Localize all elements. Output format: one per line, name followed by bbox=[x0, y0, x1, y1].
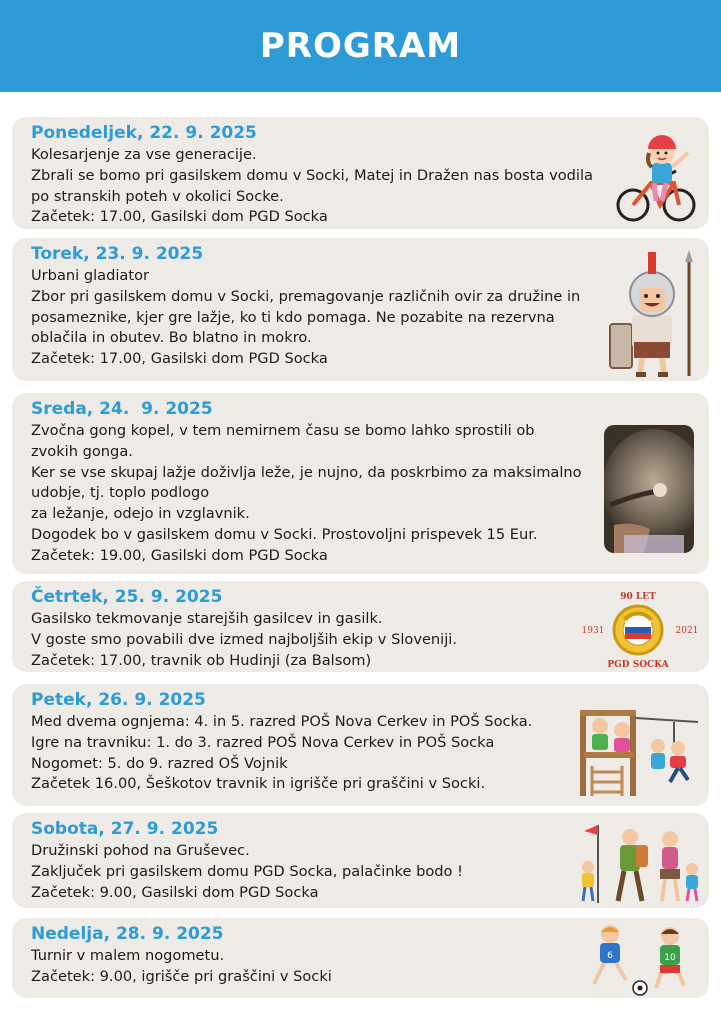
gong-photo bbox=[604, 425, 694, 553]
day-line: Začetek: 17.00, travnik ob Hudinji (za Balsom) bbox=[31, 651, 372, 669]
day-line: Zbrali se bomo pri gasilskem domu v Socki, Matej in Dražen nas bosta vodila bbox=[31, 166, 593, 184]
day-line: Ker se vse skupaj lažje doživlja leže, je nujno, da poskrbimo za maksimalno bbox=[31, 463, 582, 481]
day-line: Med dvema ognjema: 4. in 5. razred POŠ Nova Cerkev in POŠ Socka. bbox=[31, 713, 533, 730]
day-line: Družinski pohod na Gruševec. bbox=[31, 842, 250, 859]
kids-soccer-icon bbox=[578, 922, 698, 996]
day-description bbox=[31, 841, 631, 903]
day-line: Začetek: 9.00, igrišče pri graščini v Socki bbox=[31, 967, 332, 985]
logo-bottom-text: PGD SOCKA bbox=[607, 660, 669, 669]
playground-kids-icon bbox=[574, 706, 700, 798]
day-card-saturday bbox=[12, 813, 709, 908]
day-title: Petek, 26. 9. 2025 bbox=[31, 690, 206, 710]
pgd-socka-logo bbox=[578, 585, 702, 669]
day-card-friday bbox=[12, 684, 709, 806]
day-line: Zbor pri gasilskem domu v Socki, premagovanje različnih ovir za družine in bbox=[31, 287, 581, 305]
family-hiking-icon bbox=[572, 819, 702, 905]
day-line: zvokih gonga. bbox=[31, 442, 133, 460]
day-line: Začetek: 17.00, Gasilski dom PGD Socka bbox=[31, 350, 328, 368]
day-line: Kolesarjenje za vse generacije. bbox=[31, 146, 257, 163]
day-line: V goste smo povabili dve izmed najboljših ekip v Sloveniji. bbox=[31, 630, 457, 648]
header-banner bbox=[0, 0, 721, 92]
day-line: po stranskih poteh v okolici Socke. bbox=[31, 187, 284, 205]
day-description bbox=[31, 421, 631, 567]
day-line: posameznike, kjer gre lažje, ko ti kdo pomaga. Ne pozabite na rezervna bbox=[31, 308, 555, 326]
day-title: Ponedeljek, 22. 9. 2025 bbox=[31, 123, 257, 143]
page-title: PROGRAM bbox=[259, 26, 462, 66]
day-title: Torek, 23. 9. 2025 bbox=[31, 244, 204, 264]
day-card-monday bbox=[12, 117, 709, 229]
day-card-tuesday bbox=[12, 238, 709, 381]
day-line: udobje, tj. toplo podlogo bbox=[31, 484, 210, 502]
day-line: Začetek: 9.00, Gasilski dom PGD Socka bbox=[31, 883, 319, 901]
day-description bbox=[31, 712, 631, 795]
day-line: Gasilsko tekmovanje starejših gasilcev in gasilk. bbox=[31, 610, 383, 627]
child-on-bicycle-icon bbox=[616, 123, 698, 223]
day-line: Začetek 16.00, Šeškotov travnik in igrišče pri graščini v Socki. bbox=[31, 775, 486, 793]
svg-text:10: 10 bbox=[664, 953, 676, 963]
day-line: Začetek: 19.00, Gasilski dom PGD Socka bbox=[31, 546, 328, 564]
logo-left-year: 1931 bbox=[581, 626, 605, 636]
day-description bbox=[31, 266, 631, 370]
day-line: Dogodek bo v gasilskem domu v Socki. Prostovoljni prispevek 15 Eur. bbox=[31, 525, 538, 543]
day-card-wednesday bbox=[12, 393, 709, 574]
day-title: Sobota, 27. 9. 2025 bbox=[31, 819, 219, 839]
day-title: Nedelja, 28. 9. 2025 bbox=[31, 924, 224, 944]
day-title: Sreda, 24. 9. 2025 bbox=[31, 399, 213, 419]
day-line: Zaključek pri gasilskem domu PGD Socka, palačinke bodo ! bbox=[31, 862, 463, 880]
day-card-thursday bbox=[12, 581, 709, 672]
day-card-sunday bbox=[12, 918, 709, 998]
gladiator-icon bbox=[606, 246, 696, 378]
day-line: Turnir v malem nogometu. bbox=[31, 947, 225, 964]
svg-text:6: 6 bbox=[607, 951, 613, 961]
day-title: Četrtek, 25. 9. 2025 bbox=[31, 587, 223, 607]
day-description bbox=[31, 609, 631, 671]
day-line: za ležanje, odejo in vzglavnik. bbox=[31, 505, 250, 523]
day-description bbox=[31, 946, 631, 988]
logo-right-year: 2021 bbox=[675, 626, 699, 636]
day-line: Začetek: 17.00, Gasilski dom PGD Socka bbox=[31, 208, 328, 226]
day-line: Urbani gladiator bbox=[31, 267, 150, 284]
day-description bbox=[31, 145, 631, 228]
day-line: Nogomet: 5. do 9. razred OŠ Vojnik bbox=[31, 754, 288, 772]
day-line: Zvočna gong kopel, v tem nemirnem času se bomo lahko sprostili ob bbox=[31, 422, 535, 439]
day-line: oblačila in obutev. Bo blatno in mokro. bbox=[31, 329, 312, 347]
logo-top-text: 90 LET bbox=[620, 592, 656, 602]
day-line: Igre na travniku: 1. do 3. razred POŠ Nova Cerkev in POŠ Socka bbox=[31, 733, 495, 751]
